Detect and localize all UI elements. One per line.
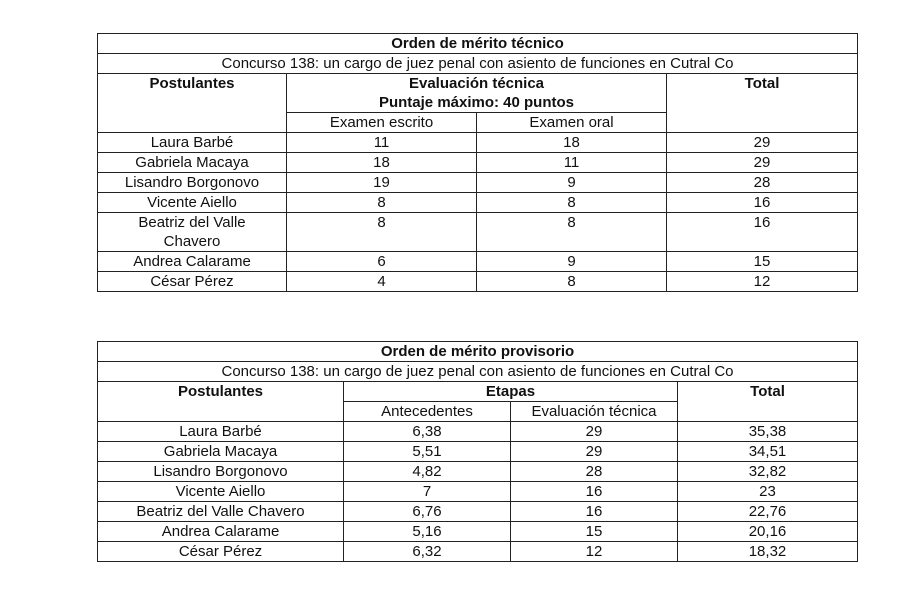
score-evaluacion: 15 xyxy=(511,522,678,542)
table-row xyxy=(98,213,858,252)
candidate-name-line1: Beatriz del Valle xyxy=(138,214,246,231)
score-total: 16 xyxy=(667,193,858,213)
table-row xyxy=(98,442,858,462)
candidate-name: César Pérez xyxy=(98,542,344,562)
score-oral: 8 xyxy=(477,193,667,213)
score-antecedentes: 6,76 xyxy=(344,502,511,522)
candidate-name-line2: Chavero xyxy=(163,233,221,250)
score-escrito: 8 xyxy=(287,213,477,252)
score-antecedentes: 5,16 xyxy=(344,522,511,542)
table-row xyxy=(98,482,858,502)
header-evaluacion: Evaluación técnica xyxy=(287,74,667,94)
candidate-name: Laura Barbé xyxy=(98,422,344,442)
score-total: 34,51 xyxy=(678,442,858,462)
score-total: 23 xyxy=(678,482,858,502)
score-total: 35,38 xyxy=(678,422,858,442)
score-antecedentes: 6,38 xyxy=(344,422,511,442)
score-total: 28 xyxy=(667,173,858,193)
score-total: 29 xyxy=(667,153,858,173)
table-subtitle: Concurso 138: un cargo de juez penal con asiento de funciones en Cutral Co xyxy=(98,54,858,74)
candidate-name: Vicente Aiello xyxy=(98,193,287,213)
table-row xyxy=(98,252,858,272)
score-evaluacion: 16 xyxy=(511,502,678,522)
table-row xyxy=(98,502,858,522)
header-total: Total xyxy=(667,74,858,133)
header-postulantes: Postulantes xyxy=(98,382,344,422)
candidate-name: Andrea Calarame xyxy=(98,522,344,542)
candidate-name: Gabriela Macaya xyxy=(98,153,287,173)
header-postulantes: Postulantes xyxy=(98,74,287,133)
candidate-name: Gabriela Macaya xyxy=(98,442,344,462)
table-row xyxy=(98,173,858,193)
table-row xyxy=(98,133,858,153)
score-evaluacion: 12 xyxy=(511,542,678,562)
candidate-name: Andrea Calarame xyxy=(98,252,287,272)
candidate-name: Lisandro Borgonovo xyxy=(98,462,344,482)
score-escrito: 18 xyxy=(287,153,477,173)
score-escrito: 11 xyxy=(287,133,477,153)
score-total: 29 xyxy=(667,133,858,153)
candidate-name: Vicente Aiello xyxy=(98,482,344,502)
candidate-name: Beatriz del Valle Chavero xyxy=(98,502,344,522)
table-row xyxy=(98,272,858,292)
score-oral: 11 xyxy=(477,153,667,173)
table-subtitle: Concurso 138: un cargo de juez penal con asiento de funciones en Cutral Co xyxy=(98,362,858,382)
score-oral: 9 xyxy=(477,173,667,193)
table-row xyxy=(98,542,858,562)
score-antecedentes: 6,32 xyxy=(344,542,511,562)
score-total: 22,76 xyxy=(678,502,858,522)
table-row xyxy=(98,522,858,542)
table-title: Orden de mérito provisorio xyxy=(98,342,858,362)
score-total: 16 xyxy=(667,213,858,252)
table-row xyxy=(98,422,858,442)
score-evaluacion: 28 xyxy=(511,462,678,482)
score-antecedentes: 4,82 xyxy=(344,462,511,482)
score-total: 20,16 xyxy=(678,522,858,542)
table-title: Orden de mérito técnico xyxy=(98,34,858,54)
score-evaluacion: 29 xyxy=(511,442,678,462)
header-total: Total xyxy=(678,382,858,422)
score-antecedentes: 5,51 xyxy=(344,442,511,462)
score-total: 12 xyxy=(667,272,858,292)
score-evaluacion: 29 xyxy=(511,422,678,442)
score-oral: 8 xyxy=(477,213,667,252)
score-escrito: 19 xyxy=(287,173,477,193)
candidate-name: Laura Barbé xyxy=(98,133,287,153)
table-row xyxy=(98,193,858,213)
header-oral: Examen oral xyxy=(477,113,667,133)
score-oral: 9 xyxy=(477,252,667,272)
provisional-merit-table xyxy=(97,341,858,562)
score-total: 18,32 xyxy=(678,542,858,562)
header-etapas: Etapas xyxy=(344,382,678,402)
header-escrito: Examen escrito xyxy=(287,113,477,133)
score-evaluacion: 16 xyxy=(511,482,678,502)
table-row xyxy=(98,462,858,482)
candidate-name xyxy=(98,213,287,252)
score-oral: 18 xyxy=(477,133,667,153)
score-antecedentes: 7 xyxy=(344,482,511,502)
candidate-name: Lisandro Borgonovo xyxy=(98,173,287,193)
score-escrito: 6 xyxy=(287,252,477,272)
score-escrito: 8 xyxy=(287,193,477,213)
header-evaluacion: Evaluación técnica xyxy=(511,402,678,422)
score-total: 15 xyxy=(667,252,858,272)
technical-merit-table xyxy=(97,33,858,292)
score-oral: 8 xyxy=(477,272,667,292)
score-total: 32,82 xyxy=(678,462,858,482)
table-row xyxy=(98,153,858,173)
header-puntaje: Puntaje máximo: 40 puntos xyxy=(287,93,667,113)
candidate-name: César Pérez xyxy=(98,272,287,292)
header-antecedentes: Antecedentes xyxy=(344,402,511,422)
score-escrito: 4 xyxy=(287,272,477,292)
